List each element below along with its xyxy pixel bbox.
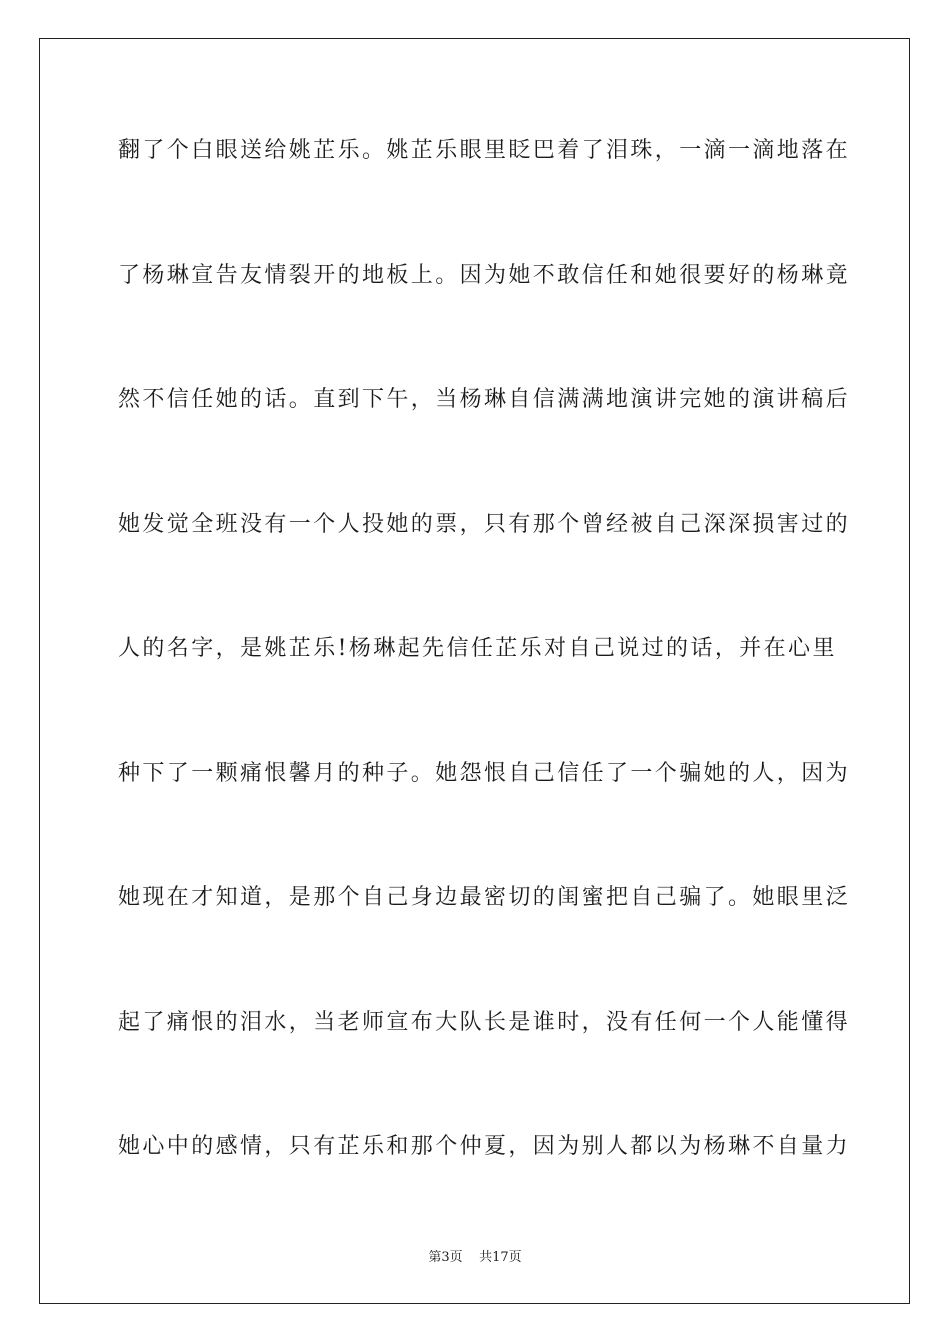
text-line-1: 翻了个白眼送给姚芷乐。姚芷乐眼里眨巴着了泪珠，一滴一滴地落在: [118, 138, 851, 163]
text-line-2: 了杨琳宣告友情裂开的地板上。因为她不敢信任和她很要好的杨琳竟: [118, 262, 851, 288]
page-number: 第3页: [428, 1250, 463, 1265]
text-line-7: 她现在才知道，是那个自己身边最密切的闺蜜把自己骗了。她眼里泛: [118, 885, 851, 910]
text-line-6: 种下了一颗痛恨馨月的种子。她怨恨自己信任了一个骗她的人，因为: [118, 760, 851, 786]
text-line-4: 她发觉全班没有一个人投她的票，只有那个曾经被自己深深损害过的: [118, 511, 851, 537]
text-line-9: 她心中的感情，只有芷乐和那个仲夏，因为别人都以为杨琳不自量力: [118, 1134, 851, 1159]
text-line-3: 然不信任她的话。直到下午，当杨琳自信满满地演讲完她的演讲稿后: [118, 387, 851, 412]
text-line-5: 人的名字，是姚芷乐!杨琳起先信任芷乐对自己说过的话，并在心里: [118, 636, 837, 661]
page-footer: [0, 1246, 950, 1265]
text-line-8: 起了痛恨的泪水，当老师宣布大队长是谁时，没有任何一个人能懂得: [118, 1009, 851, 1035]
total-pages: 共17页: [479, 1250, 522, 1265]
document-body: [118, 128, 851, 1249]
